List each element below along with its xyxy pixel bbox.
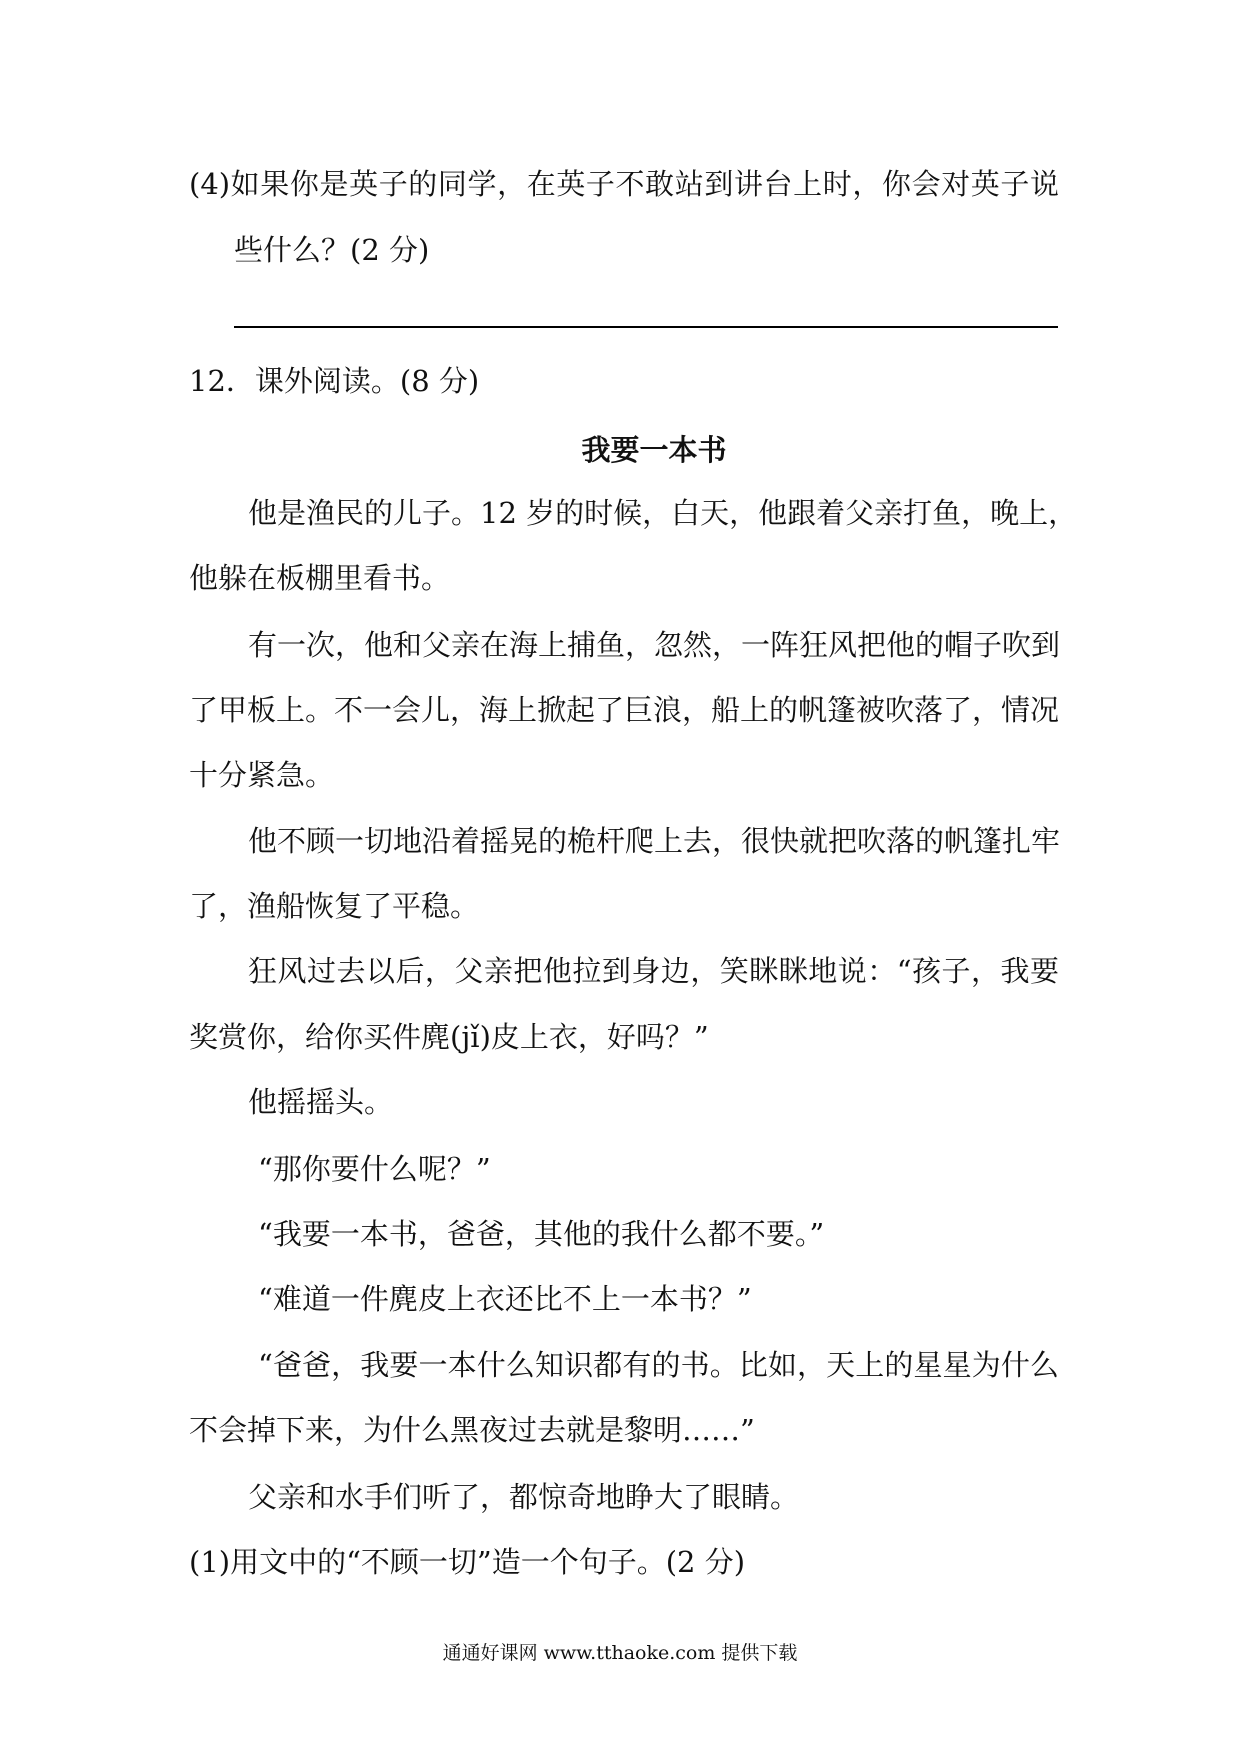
passage-line: 他摇摇头。 <box>248 1085 394 1119</box>
passage-line: “难道一件麂皮上衣还比不上一本书？” <box>258 1282 752 1316</box>
passage-line: 他是渔民的儿子。12 岁的时候，白天，他跟着父亲打鱼，晚上， <box>248 496 1078 530</box>
passage-line: “我要一本书，爸爸，其他的我什么都不要。” <box>258 1217 825 1251</box>
passage-line: 不会掉下来，为什么黑夜过去就是黎明……” <box>189 1413 755 1447</box>
passage-line: 狂风过去以后，父亲把他拉到身边，笑眯眯地说：“孩子，我要 <box>248 954 1059 988</box>
passage-line: 奖赏你，给你买件麂(jǐ)皮上衣，好吗？” <box>189 1020 709 1054</box>
answer-line <box>234 326 1058 328</box>
question-4-line-1: (4)如果你是英子的同学，在英子不敢站到讲台上时，你会对英子说 <box>189 167 1059 201</box>
footer-watermark: 通通好课网 www.tthaoke.com 提供下载 <box>442 1642 798 1664</box>
passage-line: 他躲在板棚里看书。 <box>189 561 451 595</box>
passage-line: “爸爸，我要一本什么知识都有的书。比如，天上的星星为什么 <box>258 1348 1059 1382</box>
passage-line: 了，渔船恢复了平稳。 <box>189 889 480 923</box>
passage-title: 我要一本书 <box>581 433 727 467</box>
passage-line: 他不顾一切地沿着摇晃的桅杆爬上去，很快就把吹落的帆篷扎牢 <box>248 824 1061 858</box>
passage-line: “那你要什么呢？” <box>258 1152 491 1186</box>
sub-question-1: (1)用文中的“不顾一切”造一个句子。(2 分) <box>189 1545 746 1579</box>
passage-line: 了甲板上。不一会儿，海上掀起了巨浪，船上的帆篷被吹落了，情况 <box>189 693 1060 727</box>
question-12-heading: 12．课外阅读。(8 分) <box>189 364 480 398</box>
passage-line: 有一次，他和父亲在海上捕鱼，忽然，一阵狂风把他的帽子吹到 <box>248 628 1061 662</box>
passage-line: 父亲和水手们听了，都惊奇地睁大了眼睛。 <box>248 1480 800 1514</box>
passage-line: 十分紧急。 <box>189 758 335 792</box>
question-4-line-2: 些什么？(2 分) <box>234 233 430 267</box>
